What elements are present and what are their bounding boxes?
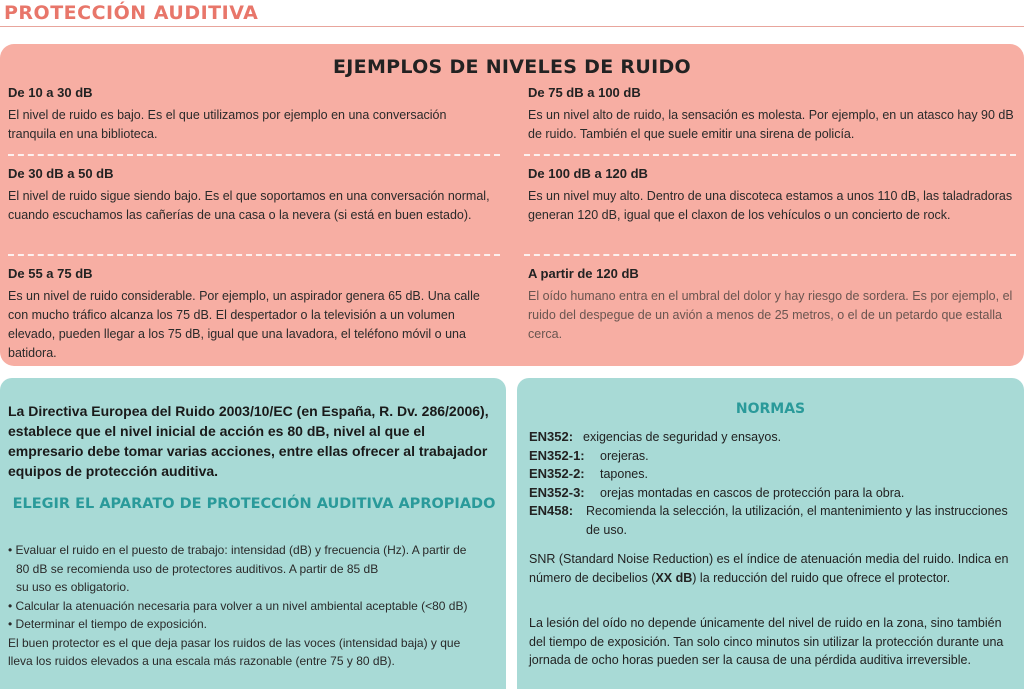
dashed-divider: [8, 154, 500, 156]
guideline-line: 80 dB se recomienda uso de protectores auditivos. A partir de 85 dB: [16, 561, 379, 576]
norm-description: tapones.: [600, 467, 648, 481]
title-divider: [0, 26, 1024, 27]
norm-item: [529, 465, 1017, 484]
noise-level-item: [528, 166, 1014, 225]
norm-description: Recomienda la selección, la utilización, el mantenimiento y las instrucciones de uso.: [586, 504, 1008, 537]
noise-level-description: Es un nivel alto de ruido, la sensación es molesta. Por ejemplo, en un atasco hay 90 dB de ruido. También el que suele emitir una sirena de policía.: [528, 108, 1014, 141]
dashed-divider: [8, 254, 500, 256]
hearing-damage-note: La lesión del oído no depende únicamente del nivel de ruido en la zona, sino también del tiempo de exposición. Tan solo cinco minutos sin utilizar la protección durante una jornada de ocho horas pueden ser la causa de una pérdida auditiva irreversible.: [529, 616, 1004, 667]
snr-text: SNR (Standard Noise Reduction) es el índice de atenuación media del ruido. Indica en número de decibelios (: [529, 552, 1009, 585]
noise-level-description: Es un nivel muy alto. Dentro de una discoteca estamos a unos 110 dB, las taladradoras generan 120 dB, igual que el claxon de los vehículos o un concierto de rock.: [528, 189, 1013, 222]
norm-description: exigencias de seguridad y ensayos.: [583, 430, 782, 444]
norm-item: [529, 428, 1017, 447]
noise-level-range: De 30 dB a 50 dB: [8, 166, 114, 181]
noise-level-description: El nivel de ruido sigue siendo bajo. Es el que soportamos en una conversación normal, cuando escuchamos las cañerías de una casa o la nevera (si está en buen estado).: [8, 189, 490, 222]
snr-text-end: ) la reducción del ruido que ofrece el protector.: [692, 570, 951, 585]
norm-description: orejas montadas en cascos de protección para la obra.: [600, 485, 905, 500]
snr-explanation: [529, 550, 1013, 587]
guideline-line: • Evaluar el ruido en el puesto de trabajo: intensidad (dB) y frecuencia (Hz). A partir de: [8, 543, 467, 557]
noise-level-description: Es un nivel de ruido considerable. Por ejemplo, un aspirador genera 65 dB. Una calle con mucho tráfico alcanza los 75 dB. El despertador o la televisión a un volumen elevado, pueden llegar a los 75 dB, igual que una lavadora, el teléfono móvil o una batidora.: [8, 289, 480, 360]
guideline-line: • Determinar el tiempo de exposición.: [8, 617, 207, 631]
norm-item: [529, 447, 1017, 466]
page-title: PROTECCIÓN AUDITIVA: [4, 2, 259, 24]
norm-description: orejeras.: [600, 448, 649, 463]
guideline-line: El buen protector es el que deja pasar los ruidos de las voces (intensidad baja) y que: [8, 635, 461, 650]
noise-level-range: De 75 dB a 100 dB: [528, 85, 641, 100]
noise-level-item: [8, 166, 494, 225]
snr-value: XX dB: [655, 570, 693, 585]
noise-level-item: [528, 266, 1014, 344]
norm-code: EN352:: [529, 429, 574, 444]
noise-level-description: El oído humano entra en el umbral del dolor y hay riesgo de sordera. Es por ejemplo, el ruido del despegue de un avión a menos de 25 metros, o el de un petardo que estalla cerca.: [528, 289, 1013, 341]
norm-code: EN352-3:: [529, 484, 585, 500]
noise-level-item: [528, 85, 1014, 144]
dashed-divider: [524, 254, 1016, 256]
dashed-divider: [524, 154, 1016, 156]
norms-list: [529, 428, 1017, 539]
norm-code: EN458:: [529, 503, 574, 518]
noise-level-item: [8, 85, 494, 144]
norm-code: EN352-1:: [529, 447, 585, 463]
directive-text: La Directiva Europea del Ruido 2003/10/EC (en España, R. Dv. 286/2006), establece que el nivel inicial de acción es 80 dB, nivel al que el empresario debe tomar varias acciones, entre ellas ofrecer al trabajador equipos de protección auditiva.: [8, 403, 489, 479]
norm-item: [529, 502, 1017, 539]
guideline-line: su uso es obligatorio.: [16, 580, 130, 594]
protection-guidelines: [8, 541, 502, 671]
noise-level-range: A partir de 120 dB: [528, 266, 639, 281]
guideline-line: • Calcular la atenuación necesaria para volver a un nivel ambiental aceptable (<80 dB): [8, 598, 468, 613]
noise-level-description: El nivel de ruido es bajo. Es el que utilizamos por ejemplo en una conversación tranquila en una biblioteca.: [8, 108, 447, 141]
noise-level-item: [8, 266, 500, 363]
choose-protection-heading: ELEGIR EL APARATO DE PROTECCIÓN AUDITIVA APROPIADO: [12, 496, 496, 512]
guideline-line: lleva los ruidos elevados a una escala más razonable (entre 75 y 80 dB).: [8, 654, 395, 668]
norms-heading: NORMAS: [735, 401, 806, 417]
norm-code: EN352-2:: [529, 466, 585, 481]
noise-levels-title: EJEMPLOS DE NIVELES DE RUIDO: [333, 56, 691, 78]
noise-level-range: De 100 dB a 120 dB: [528, 166, 648, 181]
norm-item: [529, 484, 1017, 503]
noise-level-range: De 10 a 30 dB: [8, 85, 93, 100]
noise-level-range: De 55 a 75 dB: [8, 266, 93, 281]
